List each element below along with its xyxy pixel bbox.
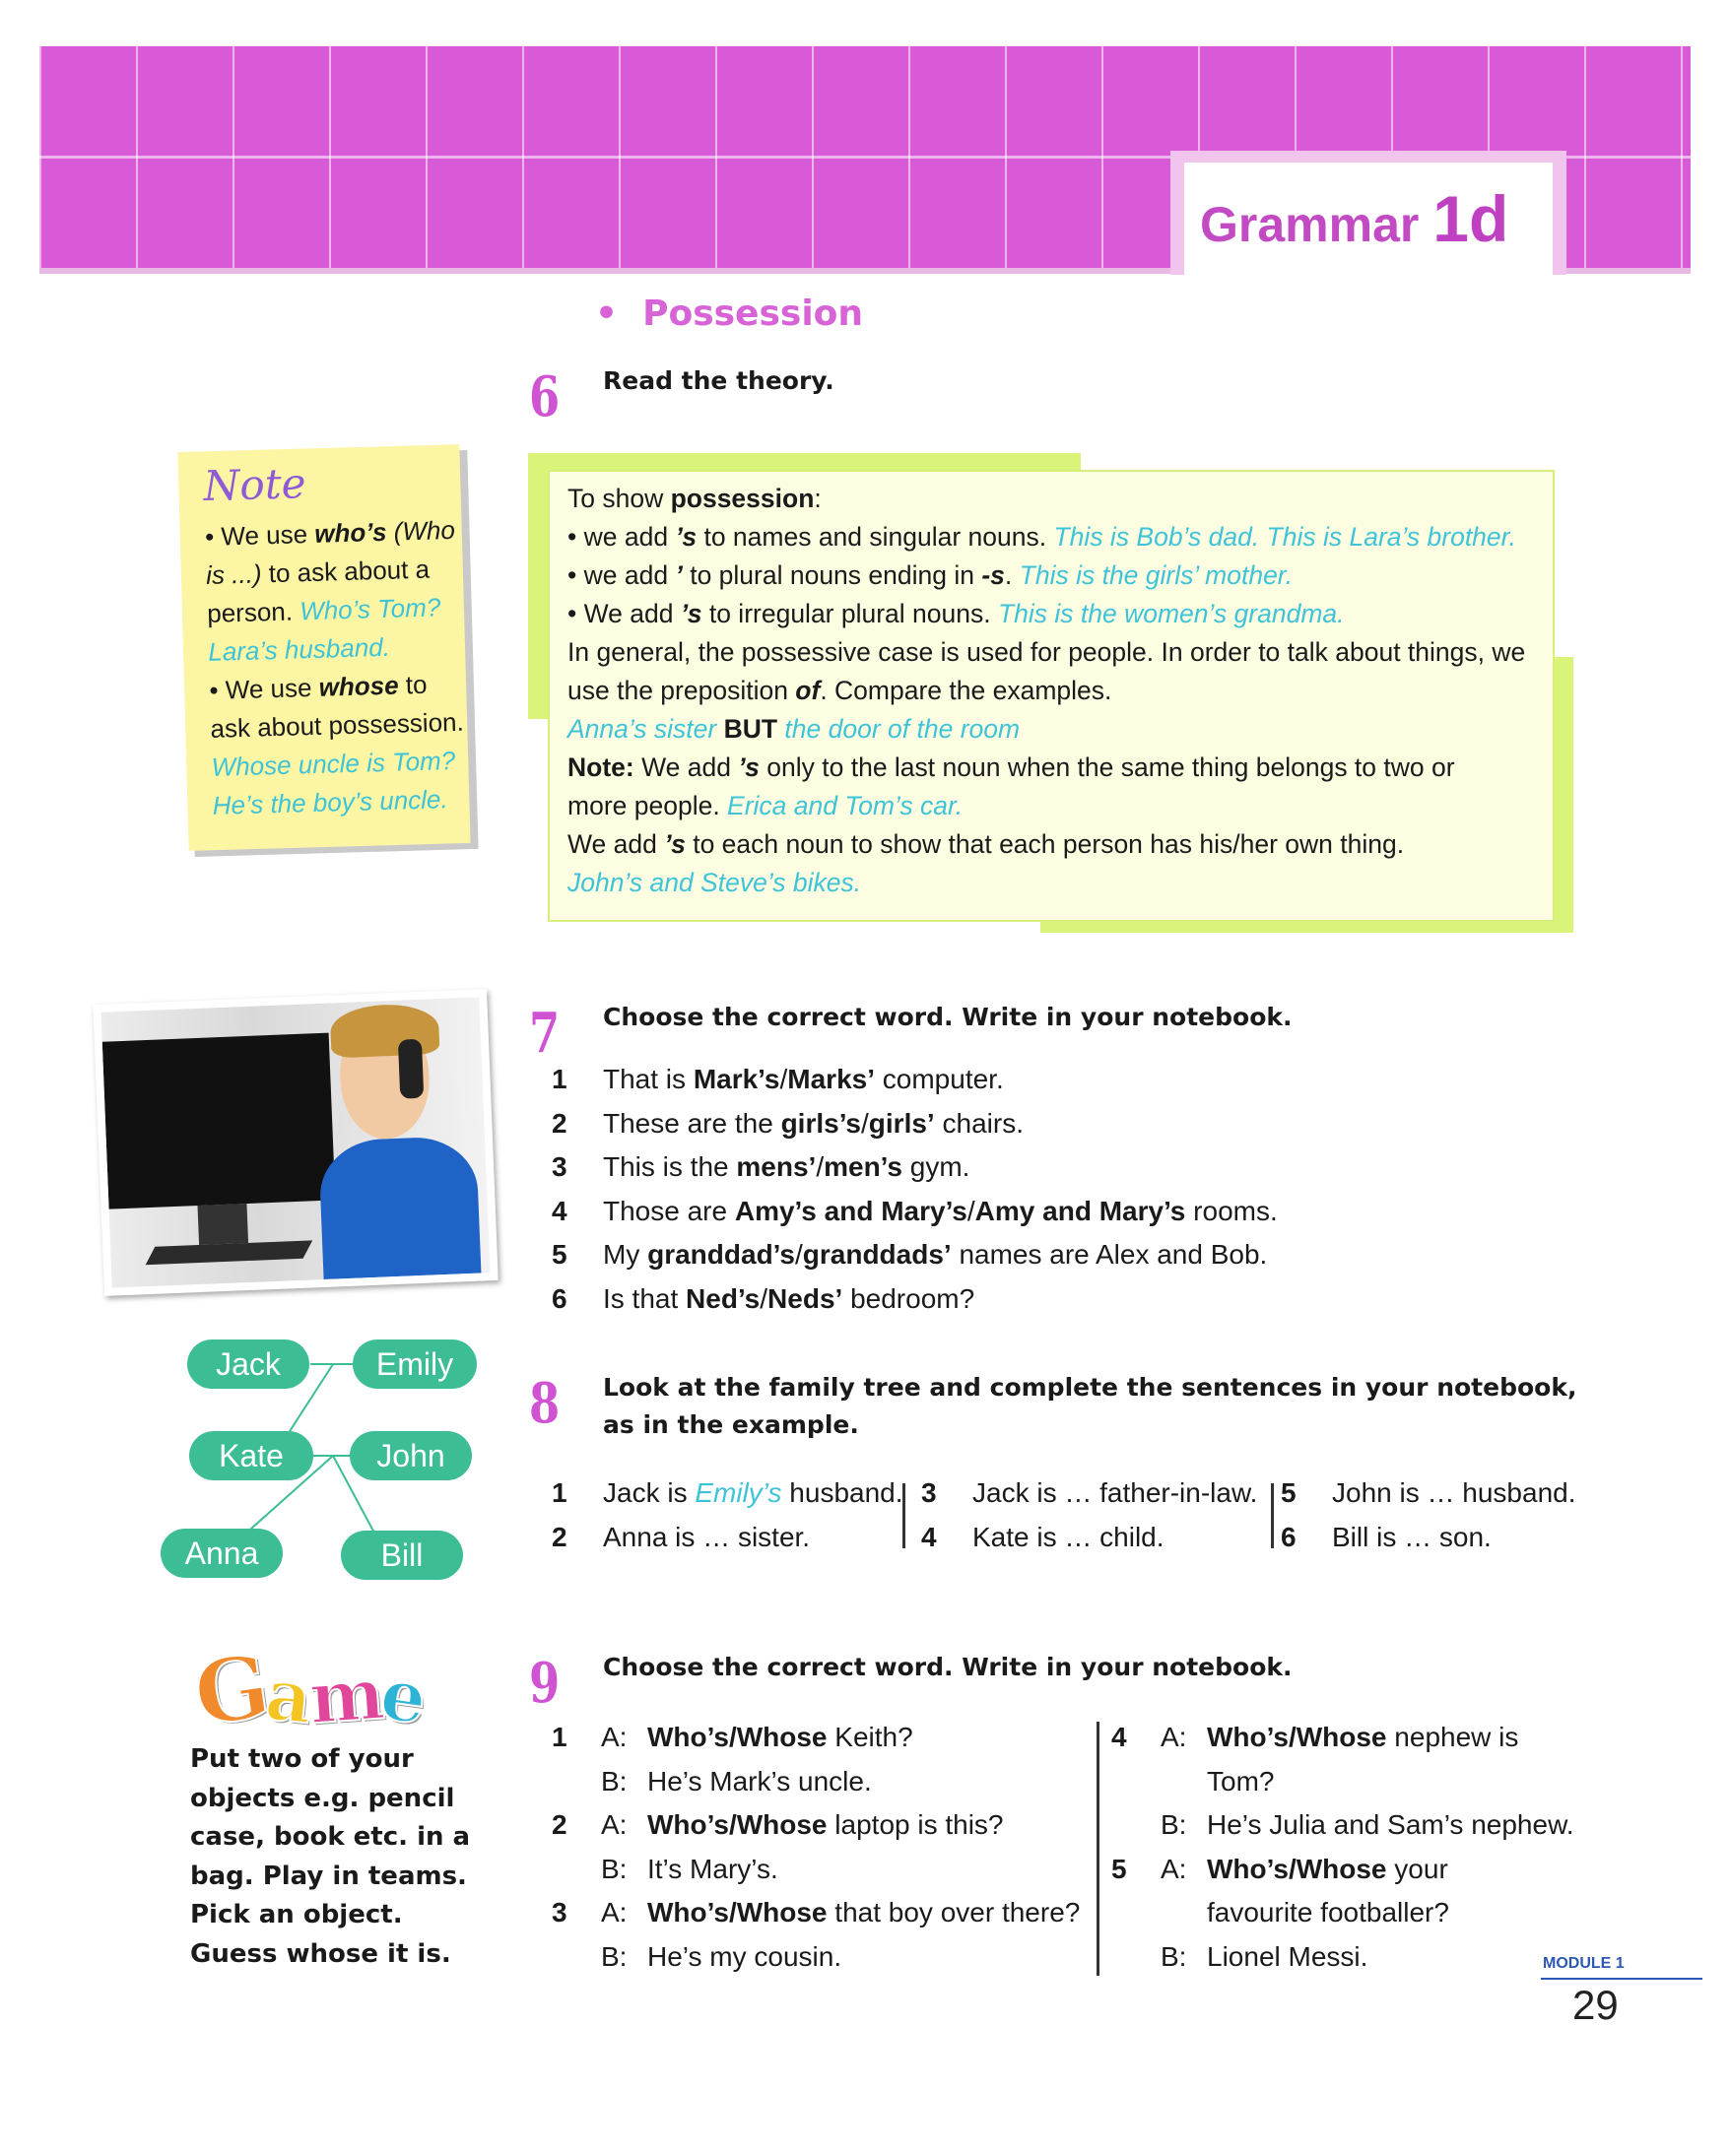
text-run: nephew is bbox=[1386, 1722, 1519, 1752]
speaker-label: B: bbox=[601, 1940, 628, 1972]
text-run: • we add bbox=[567, 522, 676, 552]
text-run: ’s bbox=[738, 752, 760, 782]
note-line bbox=[212, 779, 474, 824]
exercise-number-7: 7 bbox=[529, 1001, 561, 1066]
text-run: granddad’s bbox=[647, 1239, 795, 1270]
game-text-line: objects e.g. pencil bbox=[190, 1783, 455, 1813]
text-run: This is the bbox=[603, 1151, 737, 1182]
item-number: 1 bbox=[552, 1722, 567, 1752]
theory-line bbox=[567, 710, 1553, 749]
dialog-text bbox=[647, 1766, 872, 1797]
exercise-9-right-column bbox=[1111, 1722, 1604, 1988]
speaker-label: A: bbox=[601, 1722, 628, 1752]
dialog-text bbox=[1207, 1854, 1448, 1885]
module-label: MODULE 1 bbox=[1543, 1955, 1625, 1972]
text-run: ’s bbox=[675, 522, 698, 552]
column-divider bbox=[1097, 1722, 1099, 1976]
text-run: Who’s/Whose bbox=[1207, 1722, 1387, 1752]
item-text bbox=[603, 1196, 1278, 1227]
note-title: Note bbox=[202, 459, 307, 510]
text-run: Neds’ bbox=[767, 1282, 843, 1314]
exercise-8-instruction-line-1: Look at the family tree and complete the sentences in your notebook, bbox=[603, 1373, 1577, 1402]
text-run: / bbox=[966, 1195, 975, 1226]
text-run: that boy over there? bbox=[827, 1897, 1081, 1927]
text-run: gym. bbox=[902, 1151, 970, 1182]
game-text-line: Put two of your bbox=[190, 1744, 414, 1774]
item-text bbox=[603, 1522, 810, 1553]
item-number: 3 bbox=[552, 1897, 567, 1927]
exercise-8-instruction-line-2: as in the example. bbox=[603, 1410, 859, 1439]
item-text bbox=[603, 1108, 1024, 1140]
text-run: • We add bbox=[567, 599, 681, 628]
text-run: Who’s/Whose bbox=[647, 1809, 828, 1840]
text-run: to names and singular nouns. bbox=[697, 522, 1054, 552]
text-run: ’ bbox=[675, 560, 683, 590]
theory-line bbox=[567, 633, 1553, 672]
text-run: Lionel Messi. bbox=[1207, 1940, 1368, 1972]
text-run: laptop is this? bbox=[827, 1809, 1004, 1840]
text-run: granddads’ bbox=[802, 1239, 952, 1270]
text-run: whose bbox=[318, 670, 399, 702]
headset-icon bbox=[398, 1039, 424, 1099]
speaker-label: B: bbox=[1161, 1940, 1187, 1972]
game-logo bbox=[188, 1634, 430, 1746]
text-run: It’s Mary’s. bbox=[647, 1853, 778, 1884]
text-run: Jack is bbox=[603, 1477, 696, 1508]
item-number: 4 bbox=[921, 1522, 937, 1552]
exercise-9-left-column bbox=[552, 1722, 1103, 1988]
item-text bbox=[972, 1477, 1257, 1509]
item-number: 3 bbox=[921, 1477, 937, 1508]
exercise-number-6: 6 bbox=[529, 364, 561, 429]
item-number: 3 bbox=[552, 1151, 567, 1182]
text-run: . Compare the examples. bbox=[820, 676, 1112, 705]
item-number: 2 bbox=[552, 1522, 567, 1552]
text-run: ’s bbox=[664, 829, 686, 859]
text-run: favourite footballer? bbox=[1207, 1897, 1449, 1927]
family-tree bbox=[148, 1339, 483, 1586]
text-run: Is that bbox=[603, 1282, 687, 1314]
dialog-text bbox=[647, 1854, 778, 1885]
theory-line bbox=[567, 480, 1553, 518]
text-run: / bbox=[779, 1064, 788, 1094]
item-text bbox=[603, 1283, 974, 1315]
text-run: possession bbox=[670, 484, 815, 513]
text-run: chairs. bbox=[934, 1107, 1024, 1139]
theory-line bbox=[567, 749, 1553, 787]
text-run: who’s bbox=[313, 516, 387, 549]
text-run: more people. bbox=[567, 791, 728, 820]
text-run: to each noun to show that each person has his/her own thing. bbox=[685, 829, 1405, 859]
text-run: Tom? bbox=[1207, 1765, 1275, 1797]
exercise-number-9: 9 bbox=[529, 1651, 561, 1716]
item-text bbox=[603, 1151, 969, 1183]
text-run: My bbox=[603, 1239, 648, 1270]
text-run: person. bbox=[206, 596, 300, 628]
text-run: girls’s bbox=[780, 1107, 862, 1139]
text-run: John’s and Steve’s bikes. bbox=[567, 868, 862, 897]
text-run: Amy’s and Mary’s bbox=[734, 1195, 967, 1226]
text-run: To show bbox=[567, 484, 671, 513]
dialog-text bbox=[647, 1722, 913, 1753]
text-run: These are the bbox=[603, 1107, 781, 1139]
boy-hair-shape bbox=[330, 1003, 440, 1058]
theory-line bbox=[567, 672, 1553, 710]
text-run: BUT bbox=[723, 714, 778, 744]
text-run: Erica and Tom’s car. bbox=[727, 791, 964, 820]
text-run: This is the women’s grandma. bbox=[997, 599, 1345, 628]
title-code: 1d bbox=[1432, 182, 1509, 255]
item-number: 4 bbox=[552, 1195, 567, 1226]
dialog-text bbox=[1207, 1809, 1574, 1841]
page-number: 29 bbox=[1572, 1982, 1619, 2028]
text-run: Whose uncle is Tom? bbox=[211, 745, 456, 782]
item-number: 6 bbox=[1281, 1522, 1297, 1552]
speaker-label: A: bbox=[1161, 1722, 1187, 1752]
dialog-text bbox=[1207, 1766, 1274, 1797]
theory-line bbox=[567, 595, 1553, 633]
text-run: bedroom? bbox=[842, 1282, 975, 1314]
speaker-label: B: bbox=[1161, 1809, 1187, 1840]
item-text bbox=[1332, 1477, 1576, 1509]
tree-node-john: John bbox=[350, 1431, 472, 1480]
text-run: names are Alex and Bob. bbox=[951, 1239, 1268, 1270]
game-text-line: Guess whose it is. bbox=[190, 1938, 451, 1969]
game-logo-letter: e bbox=[375, 1651, 430, 1740]
item-text bbox=[603, 1477, 903, 1509]
exercise-8-list bbox=[552, 1477, 1596, 1566]
text-run: husband. bbox=[781, 1477, 903, 1508]
speaker-label: B: bbox=[601, 1853, 628, 1884]
text-run: Jack is … father-in-law. bbox=[972, 1477, 1258, 1508]
note-lines bbox=[205, 511, 475, 825]
text-run: Emily’s bbox=[695, 1477, 782, 1508]
text-run: / bbox=[794, 1239, 803, 1270]
text-run: • We use bbox=[204, 518, 315, 552]
text-run: is ...) bbox=[205, 558, 262, 590]
text-run: That is bbox=[603, 1064, 694, 1094]
dialog-text bbox=[647, 1809, 1004, 1841]
text-run: Marks’ bbox=[787, 1064, 875, 1094]
text-run: In general, the possessive case is used for people. In order to talk about things, we bbox=[567, 637, 1526, 667]
text-run: He’s my cousin. bbox=[647, 1940, 842, 1972]
text-run: Bill is … son. bbox=[1332, 1522, 1492, 1552]
item-number: 5 bbox=[1281, 1477, 1297, 1508]
speaker-label: A: bbox=[1161, 1853, 1187, 1884]
item-text bbox=[1332, 1522, 1492, 1553]
text-run: girls’ bbox=[868, 1107, 935, 1139]
item-number: 5 bbox=[1111, 1853, 1127, 1884]
text-run: Mark’s bbox=[693, 1064, 780, 1094]
text-run: Ned’s bbox=[686, 1282, 761, 1314]
tree-node-anna: Anna bbox=[161, 1529, 283, 1578]
text-run: • we add bbox=[567, 560, 676, 590]
speaker-label: A: bbox=[601, 1897, 628, 1927]
text-run: rooms. bbox=[1185, 1195, 1278, 1226]
text-run: the door of the room bbox=[777, 714, 1021, 744]
tree-node-kate: Kate bbox=[189, 1431, 313, 1480]
module-rule bbox=[1541, 1978, 1702, 1980]
exercise-number-8: 8 bbox=[529, 1371, 561, 1436]
text-run: Who’s Tom? bbox=[299, 592, 441, 626]
text-run: to plural nouns ending in bbox=[682, 560, 982, 590]
text-run: Who’s/Whose bbox=[1207, 1853, 1387, 1884]
text-run: • We use bbox=[209, 672, 320, 705]
text-run: of bbox=[795, 676, 821, 705]
text-run: mens’ bbox=[736, 1151, 817, 1182]
boy-shirt-shape bbox=[318, 1136, 481, 1279]
text-run: We add bbox=[567, 829, 665, 859]
tree-node-bill: Bill bbox=[341, 1531, 463, 1580]
text-run: to bbox=[398, 669, 428, 700]
dialog-text bbox=[647, 1941, 841, 1973]
title-word: Grammar bbox=[1200, 197, 1420, 252]
text-run: He’s the boy’s uncle. bbox=[212, 784, 449, 820]
text-run: Who’s/Whose bbox=[647, 1897, 828, 1927]
text-run: Anna’s sister bbox=[567, 714, 724, 744]
theory-text bbox=[567, 480, 1553, 902]
text-run: Kate is … child. bbox=[972, 1522, 1164, 1552]
item-text bbox=[972, 1522, 1164, 1553]
theory-line bbox=[567, 518, 1553, 556]
game-instructions bbox=[190, 1740, 476, 1974]
text-run: Who’s/Whose bbox=[647, 1722, 828, 1752]
text-run: : bbox=[814, 484, 822, 513]
tree-node-emily: Emily bbox=[353, 1339, 477, 1389]
theory-line bbox=[567, 787, 1553, 825]
item-text bbox=[603, 1239, 1267, 1271]
text-run: We add bbox=[633, 752, 739, 782]
text-run: ’s bbox=[680, 599, 702, 628]
text-run: to irregular plural nouns. bbox=[701, 599, 998, 628]
game-text-line: bag. Play in teams. bbox=[190, 1861, 467, 1891]
speaker-label: B: bbox=[601, 1765, 628, 1797]
monitor-shape bbox=[102, 1033, 336, 1209]
note-content bbox=[203, 456, 474, 825]
item-number: 1 bbox=[552, 1477, 567, 1508]
text-run: / bbox=[760, 1282, 768, 1314]
theory-line bbox=[567, 825, 1553, 864]
text-run: ask about possession. bbox=[210, 706, 465, 744]
game-logo-letter: m bbox=[305, 1651, 384, 1740]
section-heading bbox=[595, 294, 863, 334]
item-text bbox=[603, 1064, 1004, 1095]
text-run: computer. bbox=[875, 1064, 1004, 1094]
dialog-text bbox=[1207, 1941, 1367, 1973]
speaker-label: A: bbox=[601, 1809, 628, 1840]
item-number: 4 bbox=[1111, 1722, 1127, 1752]
exercise-9-instruction: Choose the correct word. Write in your notebook. bbox=[603, 1653, 1293, 1681]
text-run: Note: bbox=[567, 752, 634, 782]
section-heading-text: Possession bbox=[642, 294, 864, 334]
text-run: Lara’s husband. bbox=[207, 631, 391, 667]
text-run: your bbox=[1386, 1853, 1448, 1884]
theory-line bbox=[567, 556, 1553, 595]
item-number: 2 bbox=[552, 1809, 567, 1840]
text-run: He’s Julia and Sam’s nephew. bbox=[1207, 1809, 1574, 1840]
text-run: Keith? bbox=[827, 1722, 913, 1752]
text-run: John is … husband. bbox=[1332, 1477, 1576, 1508]
game-text-line: Pick an object. bbox=[190, 1900, 403, 1929]
item-number: 6 bbox=[552, 1282, 567, 1314]
dialog-text bbox=[1207, 1897, 1449, 1928]
text-run: use the preposition bbox=[567, 676, 796, 705]
column-divider bbox=[1271, 1483, 1274, 1548]
exercise-6-instruction: Read the theory. bbox=[603, 366, 834, 395]
photo-image bbox=[101, 997, 491, 1287]
text-run: / bbox=[861, 1107, 869, 1139]
note-line bbox=[207, 588, 469, 633]
item-number: 2 bbox=[552, 1107, 567, 1139]
item-number: 1 bbox=[552, 1064, 567, 1094]
keyboard-shape bbox=[146, 1240, 313, 1265]
game-text-line: case, book etc. in a bbox=[190, 1822, 471, 1852]
text-run: (Who bbox=[386, 514, 456, 547]
game-logo-letter: G bbox=[188, 1634, 274, 1746]
exercise-7-list bbox=[552, 1064, 1438, 1330]
dialog-text bbox=[1207, 1722, 1518, 1753]
dialog-text bbox=[647, 1897, 1080, 1928]
text-run: -s bbox=[981, 560, 1005, 590]
text-run: . bbox=[1004, 560, 1020, 590]
page-title bbox=[1200, 181, 1508, 256]
text-run: men’s bbox=[824, 1151, 902, 1182]
text-run: to ask about a bbox=[261, 554, 431, 589]
photo-boy-at-computer bbox=[93, 989, 499, 1296]
tree-node-jack: Jack bbox=[187, 1339, 309, 1389]
monitor-stand-shape bbox=[197, 1204, 248, 1245]
bullet-icon: • bbox=[595, 294, 643, 334]
text-run: He’s Mark’s uncle. bbox=[647, 1765, 872, 1797]
text-run: Amy and Mary’s bbox=[974, 1195, 1186, 1226]
exercise-7-instruction: Choose the correct word. Write in your notebook. bbox=[603, 1003, 1293, 1031]
text-run: only to the last noun when the same thing belongs to two or bbox=[759, 752, 1455, 782]
text-run: This is Bob’s dad. This is Lara’s brother. bbox=[1053, 522, 1516, 552]
game-logo-letter: a bbox=[261, 1651, 314, 1740]
item-number: 5 bbox=[552, 1239, 567, 1270]
text-run: Those are bbox=[603, 1195, 735, 1226]
text-run: / bbox=[816, 1151, 825, 1182]
theory-line bbox=[567, 864, 1553, 902]
text-run: This is the girls’ mother. bbox=[1019, 560, 1294, 590]
text-run: Anna is … sister. bbox=[603, 1522, 811, 1552]
